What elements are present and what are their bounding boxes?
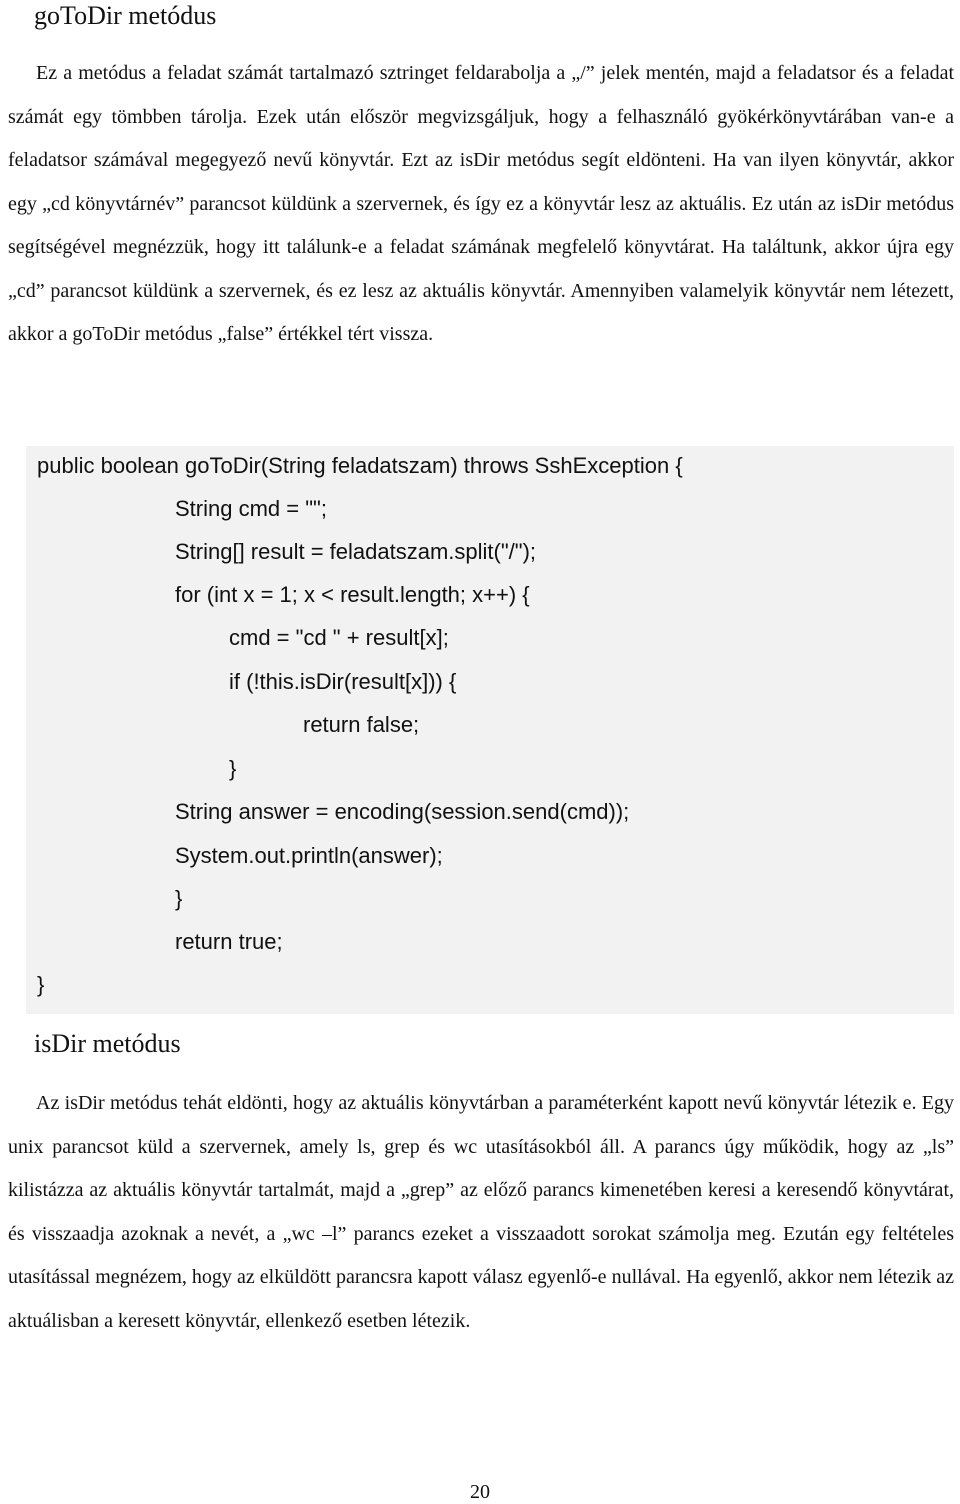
code-line: return true; [175,929,283,954]
code-line: String answer = encoding(session.send(cmd)); [175,799,630,824]
page-number: 20 [470,1481,490,1503]
gotodir-description: Ez a metódus a feladat számát tartalmazó sztringet feldarabolja a „/” jelek mentén, majd a feladatsor és a feladat számát egy tömbben tárolja. Ezek után először megvizsgáljuk, hogy a felhasználó gyökérkönyvtárában van-e a feladatsor számával megegyező nevű könyvtár. Ezt az isDir metódus segít eldönteni. Ha van ilyen könyvtár, akkor egy „cd könyvtárnév” parancsot küldünk a szervernek, és így ez a könyvtár lesz az aktuális. Ez után az isDir metódus segítségével megnézzük, hogy itt találunk-e a feladat számának megfelelő könyvtárat. Ha találtunk, akkor újra egy „cd” parancsot küldünk a szervernek, és ez lesz az aktuális könyvtár. Amennyiben valamelyik könyvtár nem létezett, akkor a goToDir metódus „false” értékkel tért vissza. [8,62,954,345]
section-heading-gotodir: goToDir metódus [34,1,217,30]
section-heading-isdir: isDir metódus [34,1029,181,1058]
code-line: } [175,886,183,911]
code-line: String cmd = ""; [175,496,327,521]
isdir-description: Az isDir metódus tehát eldönti, hogy az aktuális könyvtárban a paraméterként kapott nevű könyvtár létezik e. Egy unix parancsot küld a szervernek, amely ls, grep és wc utasításokból áll. A parancs úgy működik, hogy az „ls” kilistázza az aktuális könyvtár tartalmát, majd a „grep” az előző parancs kimenetében keresi a keresendő könyvtárat, és visszaadja azoknak a nevét, a „wc –l” parancs ezeket a visszaadott sorokat számolja meg. Ezután egy feltételes utasítással megnézem, hogy az elküldött parancsra kapott válasz egyenlő-e nullával. Ha egyenlő, akkor nem létezik az aktuálisban a keresett könyvtár, ellenkező esetben létezik. [8,1092,954,1332]
code-line: } [37,972,45,997]
code-block [26,446,954,1014]
code-line: System.out.println(answer); [175,843,443,868]
code-line: return false; [303,712,420,737]
code-line: if (!this.isDir(result[x])) { [229,669,457,694]
code-line: public boolean goToDir(String feladatszam) throws SshException { [37,453,683,478]
code-line: for (int x = 1; x < result.length; x++) { [175,582,530,607]
code-line: cmd = "cd " + result[x]; [229,625,449,650]
code-line: } [229,756,237,781]
code-line: String[] result = feladatszam.split("/"); [175,539,537,564]
